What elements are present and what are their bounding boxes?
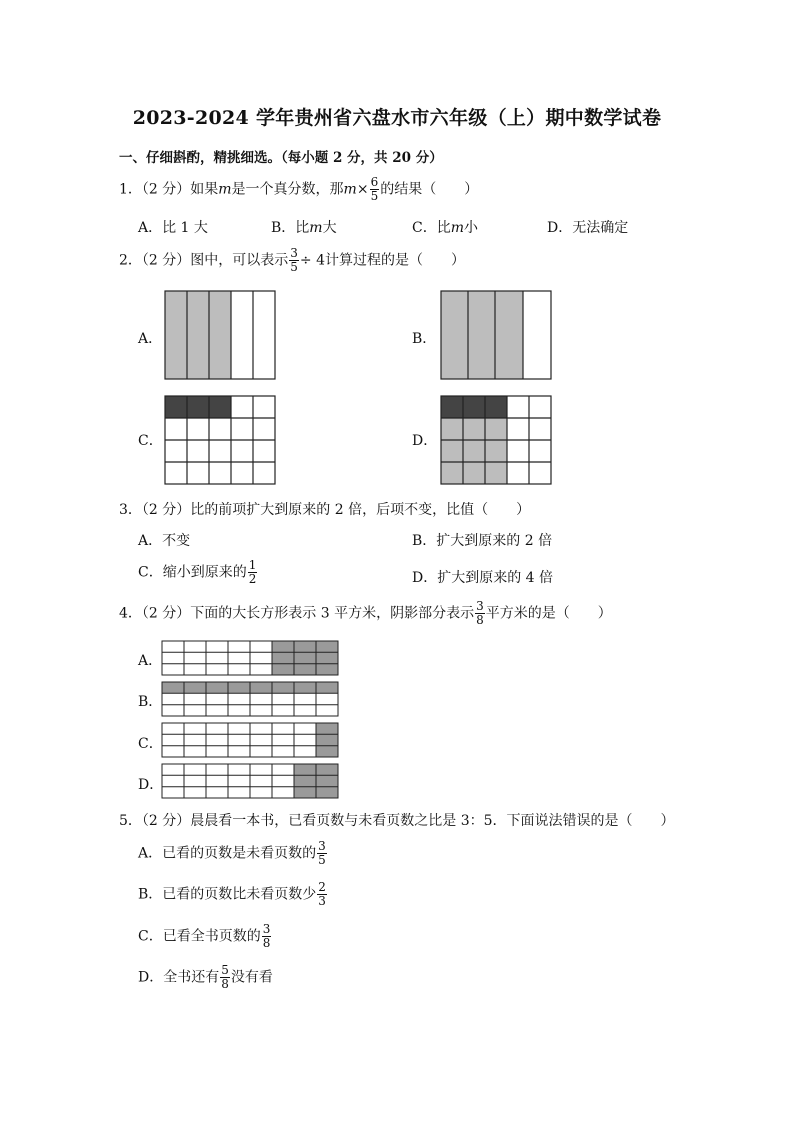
question-3: 3．（2 分）比的前项扩大到原来的 2 倍，后项不变，比值（ ） bbox=[119, 502, 531, 518]
question-1 bbox=[119, 176, 478, 203]
q5-b-num: 2 bbox=[318, 880, 326, 894]
q2-label-d: D． bbox=[412, 433, 438, 449]
q5-a-fraction bbox=[317, 840, 327, 867]
q5-option-a bbox=[138, 840, 328, 867]
section-heading: 一、仔细斟酌，精挑细选。（每小题 2 分，共 20 分） bbox=[119, 150, 443, 166]
q1-var2: m bbox=[343, 181, 357, 198]
q5-d-fraction bbox=[220, 964, 230, 991]
q3-option-a: A．不变 bbox=[138, 533, 191, 549]
q5-d-den: 8 bbox=[221, 977, 229, 991]
q1-frac-num: 6 bbox=[370, 175, 379, 189]
q1-var: m bbox=[218, 181, 232, 198]
q2-figure-b bbox=[440, 290, 552, 380]
q3-option-b: B．扩大到原来的 2 倍 bbox=[412, 533, 553, 549]
q2-label-c: C． bbox=[138, 433, 163, 449]
q2-fraction bbox=[289, 247, 299, 274]
q2-suffix: 计算过程的是（ ） bbox=[325, 252, 465, 269]
page-title: 2023-2024 学年贵州省六盘水市六年级（上）期中数学试卷 bbox=[132, 107, 662, 129]
q4-frac-den: 8 bbox=[476, 613, 484, 627]
q3-c-fraction bbox=[248, 559, 258, 586]
q5-b-den: 3 bbox=[318, 894, 326, 908]
q2-figure-a bbox=[164, 290, 276, 380]
q1-b-pre: B．比 bbox=[271, 220, 310, 236]
q1-b-suf: 大 bbox=[322, 220, 337, 236]
q5-b-fraction bbox=[317, 881, 327, 908]
q2-op: ÷ 4 bbox=[299, 252, 325, 269]
q3-c-den: 2 bbox=[248, 572, 257, 586]
q5-a-num: 3 bbox=[318, 839, 326, 853]
q4-figure-d bbox=[161, 763, 339, 799]
q5-option-c bbox=[138, 923, 272, 950]
q2-label-a: A． bbox=[138, 331, 163, 347]
q4-label-d: D． bbox=[138, 777, 164, 793]
question-2 bbox=[119, 247, 465, 274]
q5-c-num: 3 bbox=[262, 922, 271, 936]
q5-d-suf: 没有看 bbox=[230, 969, 273, 986]
q1-times: × bbox=[356, 181, 369, 198]
q2-frac-den: 5 bbox=[290, 260, 298, 274]
q5-c-fraction bbox=[262, 923, 272, 950]
q4-figure-c bbox=[161, 722, 339, 758]
q1-option-c bbox=[412, 217, 478, 237]
q5-option-b bbox=[138, 881, 328, 908]
q3-option-c bbox=[138, 559, 258, 586]
q3-c-pre: C．缩小到原来的 bbox=[138, 564, 247, 581]
question-5: 5．（2 分）晨晨看一本书，已看页数与未看页数之比是 3：5．下面说法错误的是（ ） bbox=[119, 813, 675, 829]
q2-figure-c bbox=[164, 395, 276, 485]
q4-prefix: 4．（2 分）下面的大长方形表示 3 平方米，阴影部分表示 bbox=[119, 605, 475, 622]
q1-frac-den: 5 bbox=[370, 189, 379, 203]
q4-suffix: 平方米的是（ ） bbox=[485, 605, 612, 622]
q4-label-a: A． bbox=[138, 653, 163, 669]
q3-c-num: 1 bbox=[248, 558, 257, 572]
q2-prefix: 2．（2 分）图中，可以表示 bbox=[119, 252, 289, 269]
q1-mid: 是一个真分数，那 bbox=[231, 181, 344, 198]
q5-c-pre: C．已看全书页数的 bbox=[138, 928, 261, 945]
q2-frac-num: 3 bbox=[290, 246, 298, 260]
q1-option-b bbox=[271, 217, 337, 237]
q1-option-d: D．无法确定 bbox=[547, 220, 629, 236]
q4-figure-a bbox=[161, 640, 339, 676]
q1-c-pre: C．比 bbox=[412, 220, 451, 236]
q1-fraction bbox=[370, 176, 380, 203]
q5-a-den: 5 bbox=[318, 853, 326, 867]
q3-option-d: D．扩大到原来的 4 倍 bbox=[412, 570, 554, 586]
q1-option-a: A．比 1 大 bbox=[138, 220, 208, 236]
q5-a-pre: A．已看的页数是未看页数的 bbox=[138, 845, 317, 862]
q5-b-pre: B．已看的页数比未看页数少 bbox=[138, 886, 317, 903]
q2-label-b: B． bbox=[412, 331, 437, 347]
q4-label-c: C． bbox=[138, 736, 163, 752]
q4-fraction bbox=[475, 600, 485, 627]
q4-figure-b bbox=[161, 681, 339, 717]
q1-c-suf: 小 bbox=[464, 220, 478, 236]
q1-b-var: m bbox=[309, 220, 323, 236]
q4-frac-num: 3 bbox=[476, 599, 484, 613]
q5-c-den: 8 bbox=[262, 936, 271, 950]
q5-d-num: 5 bbox=[221, 963, 229, 977]
q5-option-d bbox=[138, 964, 273, 991]
q5-d-pre: D．全书还有 bbox=[138, 969, 220, 986]
q4-label-b: B． bbox=[138, 694, 163, 710]
question-4 bbox=[119, 600, 612, 627]
q1-prefix: 1．（2 分）如果 bbox=[119, 181, 219, 198]
q1-suffix: 的结果（ ） bbox=[380, 181, 479, 198]
q1-c-var: m bbox=[450, 220, 464, 236]
q2-figure-d bbox=[440, 395, 552, 485]
